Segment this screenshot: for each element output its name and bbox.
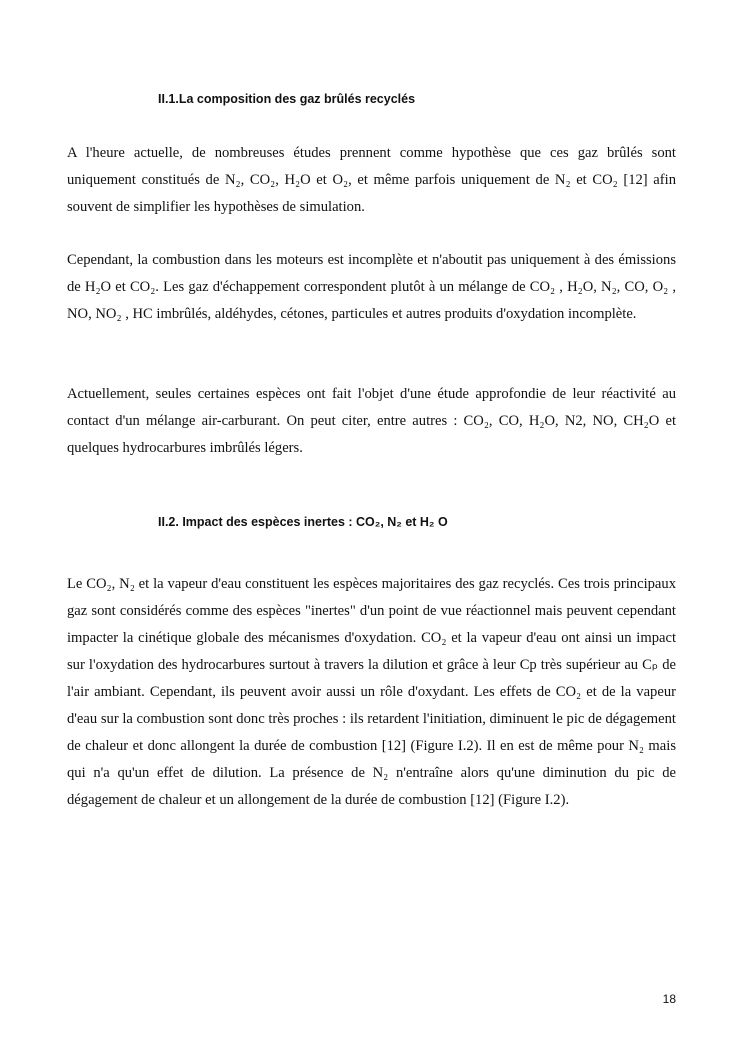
paragraph-hypotheses: A l'heure actuelle, de nombreuses études prennent comme hypothèse que ces gaz brûlés sont uniquement constitués de N₂, CO₂, H₂O et O₂, et même parfois uniquement de N₂ et CO₂ [12] afin souvent de simplifier les hypothèses de simulation. — [67, 145, 676, 215]
paragraph-inert-impact: Le CO₂, N₂ et la vapeur d'eau constituent les espèces majoritaires des gaz recyclés. Ces trois principaux gaz sont considérés comme des espèces "inertes" d'un point de vue réactionnel mais peuvent cependant impacter la cinétique globale des mécanismes d'oxydation. CO₂ et la vapeur d'eau ont ainsi un impact sur l'oxydation des hydrocarbures surtout à travers la dilution et grâce à leur Cp très supérieur au Cₚ de l'air ambiant. Cependant, ils peuvent avoir aussi un rôle d'oxydant. Les effets de CO₂ et de la vapeur d'eau sur la combustion sont donc très proches : ils retardent l'initiation, diminuent le pic de dégagement de chaleur et donc allongent la durée de combustion [12] (Figure I.2). Il en est de même pour N₂ mais qui n'a qu'un effet de dilution. La présence de N₂ n'entraîne alors qu'une diminution du pic de dégagement de chaleur et un allongement de la durée de combustion [12] (Figure I.2). — [67, 576, 676, 808]
page-number: 18 — [662, 992, 676, 1006]
section-heading-inert-species: II.2. Impact des espèces inertes : CO₂, N₂ et H₂ O — [158, 515, 448, 529]
section-heading-composition: II.1.La composition des gaz brûlés recyclés — [158, 92, 416, 106]
paragraph-reactivity-species: Actuellement, seules certaines espèces ont fait l'objet d'une étude approfondie de leur réactivité au contact d'un mélange air-carburant. On peut citer, entre autres : CO₂, CO, H₂O, N2, NO, CH₂O et quelques hydrocarbures imbrûlés légers. — [67, 386, 676, 456]
paragraph-combustion-incomplete: Cependant, la combustion dans les moteurs est incomplète et n'aboutit pas uniquement à des émissions de H₂O et CO₂. Les gaz d'échappement correspondent plutôt à un mélange de CO₂ , H₂O, N₂, CO, O₂ , NO, NO₂ , HC imbrûlés, aldéhydes, cétones, particules et autres produits d'oxydation incomplète. — [67, 252, 676, 322]
